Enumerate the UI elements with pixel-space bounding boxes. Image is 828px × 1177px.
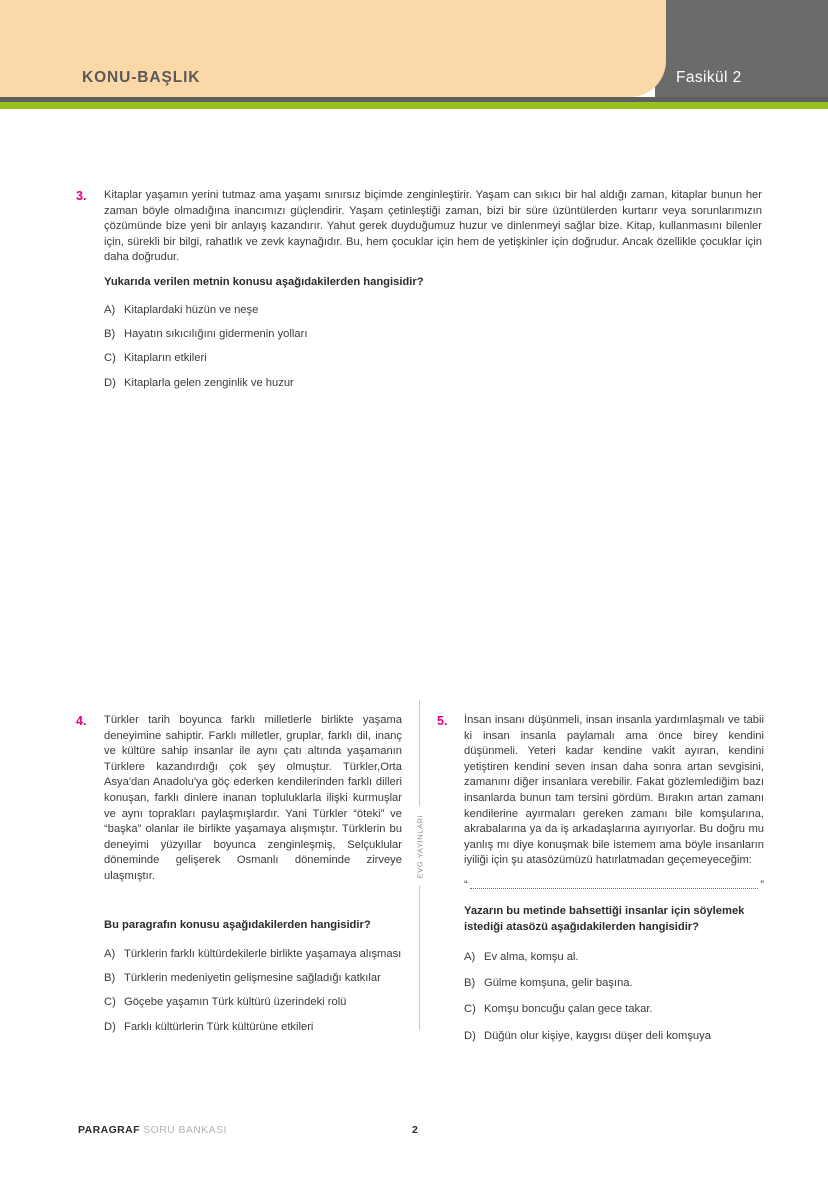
- option-text: Farklı kültürlerin Türk kültürüne etkileri: [124, 1020, 314, 1033]
- option-label: D): [104, 1020, 116, 1033]
- question-number-4: 4.: [76, 714, 87, 728]
- option-5-c[interactable]: [464, 1002, 766, 1017]
- quote-close-mark: ”: [760, 879, 764, 891]
- question-options-4: [104, 947, 406, 1044]
- page-header: [0, 0, 828, 108]
- question-number-3: 3.: [76, 189, 87, 203]
- question-options-3: [104, 303, 704, 400]
- option-3-b[interactable]: [104, 327, 704, 342]
- question-stem-5: Yazarın bu metinde bahsettiği insanlar için söylemek istediği atasözü aşağıdakilerden hangisidir?: [464, 905, 745, 933]
- question-paragraph-3: Kitaplar yaşamın yerini tutmaz ama yaşamı sınırsız biçimde zenginleştirir. Yaşam can sıkıcı bir hal aldığı zaman, kitaplar bunun her zaman böyle olmadığına inancımızı güçlendirir. Yaşam çetinleştiği zaman, bizi bir süre üzüntülerden kurtarır veya sorunlarımızın çözümünde bize yeni bir anlayış kazandırır. Yahut gerek duyduğumuz huzur ve dinlenmeyi sağlar bize. Kitap, kullanmasını bilenler için, sürekli bir bilgi, rahatlık ve zevk kaynağıdır. Bu, hem çocuklar için hem de yetişkinler için doğrudur. Ancak özellikle çocuklar için daha doğrudur.: [104, 189, 762, 264]
- question-options-5: [464, 950, 766, 1055]
- question-stem-4: Bu paragrafın konusu aşağıdakilerden hangisidir?: [104, 919, 371, 931]
- publisher-watermark-text: EVG YAYINLARI: [415, 814, 425, 878]
- option-text: Gülme komşuna, gelir başına.: [484, 977, 633, 990]
- footer-brand-bold: PARAGRAF: [78, 1124, 140, 1136]
- question-stem-3: Yukarıda verilen metnin konusu aşağıdakilerden hangisidir?: [104, 276, 424, 288]
- option-text: Kitapların etkileri: [124, 352, 207, 365]
- question-paragraph-4: Türkler tarih boyunca farklı milletlerle birlikte yaşama deneyimine sahiptir. Farklı milletler, gruplar, farklı dil, inanç ve kültüre sahip insanlar ile aynı çatı altında yaşamanın Türklere kazandırdığı çok şey olmuştur. Türkler,Orta Asya'dan Anadolu'ya göç ederken kendilerinden farklı dilleri konuşan, farklı dinlere inanan topluluklarla ilişki kurmuşlar ve aynı toprakları paylaşmışlardır. Yani Türkler “öteki” ve “başka” olanlar ile birlikte yaşamaya alışmıştır. Türklerin bu deneyimi yüzyıllar boyunca zenginleşmiş, Selçuklular döneminde gelişerek Osmanlı döneminde zirveye ulaşmıştır.: [104, 714, 402, 882]
- page-title: KONU-BAŞLIK: [82, 69, 201, 86]
- option-label: A): [104, 304, 116, 316]
- option-label: A): [464, 951, 476, 963]
- option-label: D): [464, 1029, 476, 1042]
- option-label: C): [104, 352, 116, 365]
- option-text: Hayatın sıkıcılığını gidermenin yolları: [124, 328, 308, 341]
- option-4-a[interactable]: [104, 947, 406, 962]
- option-label: C): [464, 1003, 476, 1016]
- option-text: Kitaplardaki hüzün ve neşe: [124, 304, 259, 316]
- option-text: Komşu boncuğu çalan gece takar.: [484, 1003, 653, 1016]
- dotted-blank-line: [470, 878, 759, 889]
- option-text: Türklerin medeniyetin gelişmesine sağladığı katkılar: [124, 972, 381, 985]
- option-label: A): [104, 948, 116, 960]
- quote-open-mark: “: [464, 879, 468, 891]
- option-text: Ev alma, komşu al.: [484, 951, 579, 963]
- option-4-d[interactable]: [104, 1020, 406, 1035]
- option-4-b[interactable]: [104, 971, 406, 986]
- option-label: B): [104, 972, 116, 985]
- option-text: Düğün olur kişiye, kaygısı düşer deli komşuya: [484, 1029, 711, 1042]
- question-paragraph-5: İnsan insanı düşünmeli, insan insanla yardımlaşmalı ve tabii ki insan insanla paylamalı ama önce birey kendini düşünmeli. Yeteri kadar kendine vakit ayıran, kendini yetiştiren kendini seven insan daha sonra artan sevgisini, zamanını diğer insanlara verebilir. Fakat gözlemlediğim bazı insanlarda bunun tam tersini gördüm. Bırakın artan zamanı kendilerine ayırmaları gereken zamanı bile komşularına, akrabalarına ya da iş arkadaşlarına ayırıyorlar. Bu doğru mu yanlış mı diye konuşmak bile istemem ama böyle insanların iyiliği için şu atasözümüzü hatırlatmadan geçemeyeceğim:: [464, 714, 764, 867]
- page-footer: [0, 1124, 828, 1146]
- option-4-c[interactable]: [104, 995, 406, 1010]
- header-green-rule: [0, 102, 828, 109]
- option-text: Göçebe yaşamın Türk kültürü üzerindeki rolü: [124, 996, 347, 1009]
- page-number: 2: [412, 1124, 418, 1136]
- question-number-5: 5.: [437, 714, 448, 728]
- option-label: B): [464, 977, 476, 990]
- footer-brand-light: SORU BANKASI: [143, 1124, 227, 1136]
- option-3-a[interactable]: [104, 303, 704, 318]
- option-text: Türklerin farklı kültürdekilerle birlikte yaşamaya alışması: [124, 948, 402, 960]
- option-3-d[interactable]: [104, 376, 704, 391]
- option-5-d[interactable]: [464, 1029, 766, 1044]
- option-label: B): [104, 328, 116, 341]
- option-label: C): [104, 996, 116, 1009]
- option-3-c[interactable]: [104, 351, 704, 366]
- footer-brand: [78, 1124, 227, 1136]
- option-5-b[interactable]: [464, 976, 766, 991]
- option-text: Kitaplarla gelen zenginlik ve huzur: [124, 376, 294, 389]
- publisher-watermark: [405, 806, 435, 886]
- option-5-a[interactable]: [464, 950, 766, 965]
- fascicle-label: Fasikül 2: [676, 69, 742, 86]
- option-label: D): [104, 376, 116, 389]
- question-5-blank-quote: [464, 878, 764, 894]
